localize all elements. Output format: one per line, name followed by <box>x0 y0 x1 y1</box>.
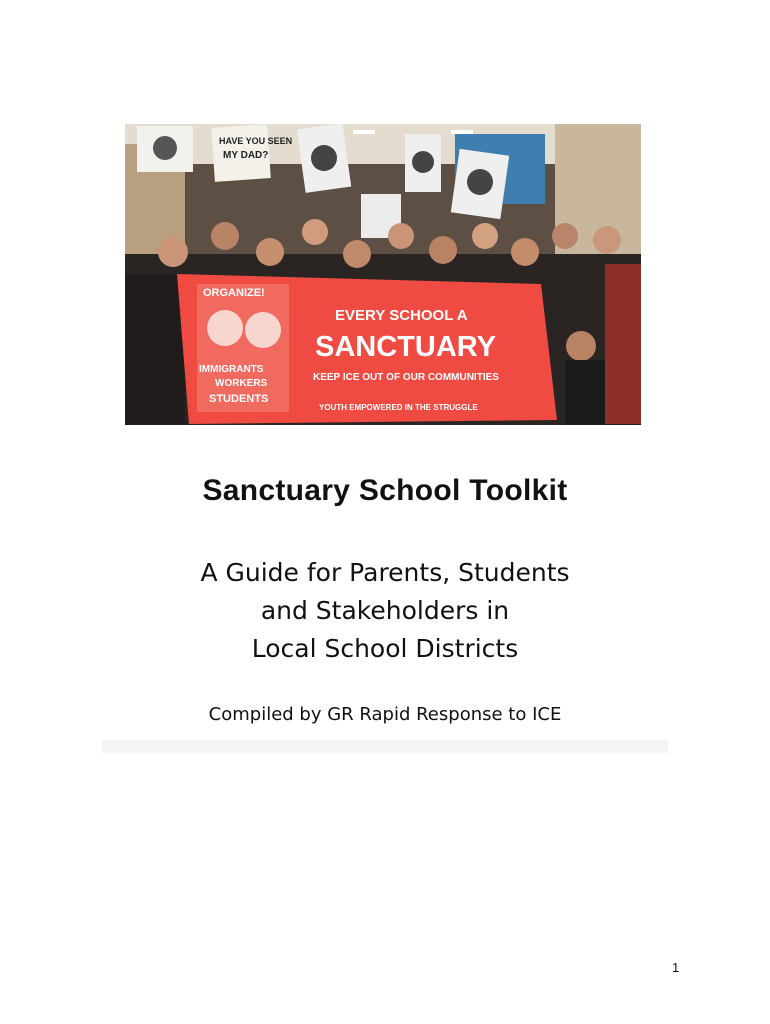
sign-text: MY DAD? <box>223 150 269 161</box>
subtitle-line: Local School Districts <box>251 634 519 663</box>
compiled-by: Compiled by GR Rapid Response to ICE <box>208 704 562 725</box>
banner-left-top: ORGANIZE! <box>203 287 265 299</box>
banner-tagline: YOUTH EMPOWERED IN THE STRUGGLE <box>319 403 478 412</box>
document-subtitle <box>0 554 770 668</box>
page-number: 1 <box>672 960 680 975</box>
banner-left-line: WORKERS <box>215 378 268 389</box>
banner-headline: EVERY SCHOOL A <box>335 307 468 324</box>
sign-graphic <box>153 136 177 160</box>
subtitle-line: A Guide for Parents, Students <box>200 558 570 587</box>
cover-photo <box>125 124 641 425</box>
side-wall <box>555 124 641 274</box>
ceiling-light <box>451 130 473 134</box>
sanctuary-banner <box>177 274 557 424</box>
banner-subline: KEEP ICE OUT OF OUR COMMUNITIES <box>313 372 499 383</box>
sign-text: HAVE YOU SEEN <box>219 136 293 146</box>
banner-sanctuary: SANCTUARY <box>315 331 496 363</box>
sign-graphic <box>412 151 434 173</box>
banner-left-line: STUDENTS <box>209 393 269 405</box>
document-title: Sanctuary School Toolkit <box>202 474 568 507</box>
subtitle-line: and Stakeholders in <box>260 596 510 625</box>
banner-left-line: IMMIGRANTS <box>199 364 264 375</box>
section-shade <box>102 740 668 754</box>
sign-graphic <box>467 169 493 195</box>
sign-graphic <box>311 145 337 171</box>
cover-photo-illustration <box>125 124 641 425</box>
ceiling-light <box>353 130 375 134</box>
